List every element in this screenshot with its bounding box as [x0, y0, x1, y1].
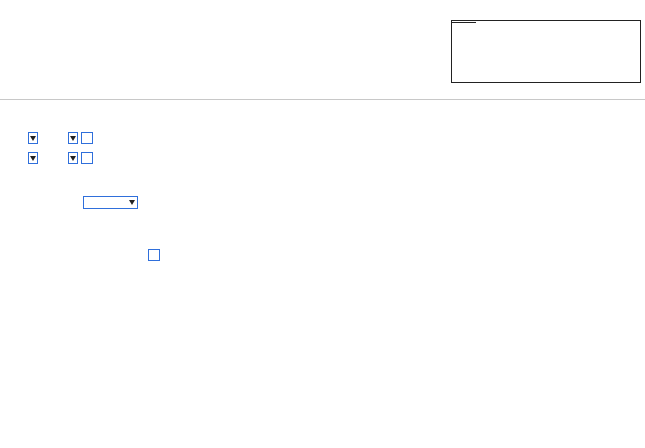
chevron-down-icon	[129, 200, 135, 205]
claim-hypothesis-select[interactable]	[83, 196, 138, 209]
h0-value-input[interactable]	[81, 132, 93, 144]
section-divider	[0, 99, 645, 100]
critical-value-input[interactable]	[148, 249, 160, 261]
h0-operator-select[interactable]	[68, 132, 78, 144]
table-frame	[451, 20, 641, 83]
h0-parameter-select[interactable]	[28, 132, 38, 144]
ha-operator-select[interactable]	[68, 152, 78, 164]
ha-parameter-select[interactable]	[28, 152, 38, 164]
ha-value-input[interactable]	[81, 152, 93, 164]
